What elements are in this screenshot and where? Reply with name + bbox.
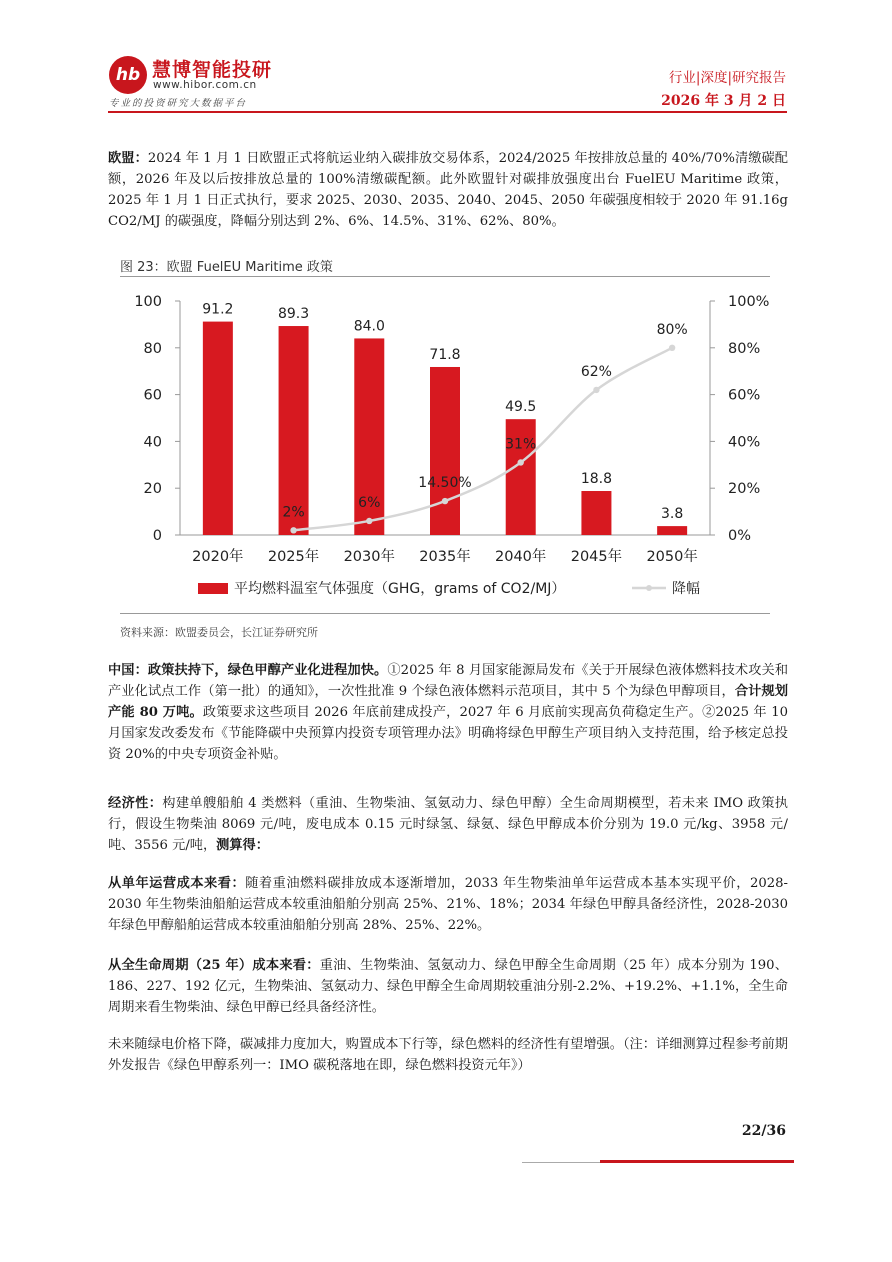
y-tick-label-left: 100: [134, 294, 162, 310]
logo-name: 慧博智能投研: [152, 59, 273, 81]
y-tick-label-left: 60: [143, 387, 162, 404]
y-tick-label-right: 60%: [728, 387, 761, 404]
paragraph-lead: 经济性：: [108, 796, 163, 811]
legend-swatch-bar: [198, 583, 228, 594]
paragraph-economics: [108, 793, 788, 856]
figure-source: 资料来源：欧盟委员会，长江证券研究所: [120, 626, 318, 639]
x-tick-label: 2050年: [646, 549, 698, 565]
line-value-label: 31%: [505, 436, 537, 453]
paragraph-lead: 从全生命周期（25 年）成本来看：: [108, 958, 320, 973]
paragraph-lead: 从单年运营成本来看：: [108, 876, 246, 891]
paragraph-outlook: [108, 1034, 788, 1076]
paragraph-lead: 欧盟：: [108, 151, 148, 166]
paragraph-text: 未来随绿电价格下降，碳减排力度加大，购置成本下行等，绿色燃料的经济性有望增强。（注：详细测算过程参考前期外发报告《绿色甲醇系列一：IMO 碳税落地在即，绿色燃料投资元年》）: [108, 1037, 788, 1073]
paragraph-text: ①2025 年 8 月国家能源局发布《关于开展绿色液体燃料技术攻关和产业化试点工作（第一批）的通知》，一次性批准 9 个绿色液体燃料示范项目，其中 5 个为绿色甲醇项目，: [108, 663, 789, 699]
paragraph-text: 重油、生物柴油、氢氨动力、绿色甲醇全生命周期（25 年）成本分别为 190、186、227、192 亿元，生物柴油、氢氨动力、绿色甲醇全生命周期较重油分别-2.2%、+19.2%、+1.1%，全生命周期来看生物柴油、绿色甲醇已经具备经济性。: [108, 958, 788, 1015]
y-tick-label-right: 80%: [728, 340, 761, 357]
paragraph-text: 2024 年 1 月 1 日欧盟正式将航运业纳入碳排放交易体系，2024/2025 年按排放总量的 40%/70%清缴碳配额，2026 年及以后按排放总量的 100%清缴碳配额。此外欧盟针对碳排放强度出台 FuelEU Maritime 政策，2025 年 1 月 1 日正式执行，要求 2025、2030、2035、2040、2045、2050 年碳强度相较于 2020 年 91.16g CO2/MJ 的碳强度，降幅分别达到 2%、6%、14.5%、31%、62%、80%。: [108, 151, 788, 229]
chart: [120, 277, 770, 611]
bar-value-label: 91.2: [202, 301, 234, 318]
paragraph-china: [108, 660, 788, 765]
reduction-line: [294, 348, 673, 531]
bar: [203, 322, 233, 535]
bar: [657, 526, 687, 535]
legend-swatch-marker: [646, 585, 652, 591]
paragraph-text: 随着重油燃料碳排放成本逐渐增加，2033 年生物柴油单年运营成本基本实现平价，2028-2030 年生物柴油船舶运营成本较重油船舶分别高 25%、21%、18%；2034 年绿色甲醇具备经济性，2028-2030 年绿色甲醇船舶运营成本较重油船舶分别高 28%、25%、22%。: [108, 876, 788, 933]
x-tick-label: 2030年: [343, 549, 395, 565]
legend-label: 平均燃料温室气体强度（GHG，grams of CO2/MJ）: [234, 581, 566, 597]
logo-mark: hb: [109, 56, 147, 94]
report-date: 2026 年 3 月 2 日: [661, 93, 786, 109]
line-point: [366, 518, 372, 524]
bar-value-label: 18.8: [580, 471, 613, 488]
x-tick-label: 2035年: [419, 549, 471, 565]
y-tick-label-left: 40: [143, 434, 162, 451]
footer-accent-bar: [600, 1160, 794, 1163]
paragraph-eu: [108, 148, 788, 232]
bar: [581, 491, 611, 535]
paragraph-emphasis: 合计规划产能 80 万吨。: [108, 684, 789, 720]
x-tick-label: 2020年: [192, 549, 244, 565]
logo-slogan: 专业的投资研究大数据平台: [109, 98, 248, 109]
line-point: [669, 345, 675, 351]
paragraph-text: 构建单艘船舶 4 类燃料（重油、生物柴油、氢氨动力、绿色甲醇）全生命周期模型，若未来 IMO 政策执行，假设生物柴油 8069 元/吨，废电成本 0.15 元时绿氢、绿氨、绿色甲醇成本价分别为 19.0 元/kg、3958 元/吨、3556 元/吨，: [108, 796, 788, 853]
paragraph-text: 政策要求这些项目 2026 年底前建成投产，2027 年 6 月底前实现高负荷稳定生产。②2025 年 10 月国家发改委发布《节能降碳中央预算内投资专项管理办法》明确将绿色甲醇生产项目纳入支持范围，给予核定总投资 20%的中央专项资金补贴。: [108, 705, 788, 762]
line-value-label: 62%: [580, 363, 612, 380]
bar-value-label: 71.8: [429, 346, 461, 363]
x-tick-label: 2045年: [570, 549, 623, 565]
x-tick-label: 2025年: [267, 549, 320, 565]
bar-value-label: 49.5: [505, 399, 537, 416]
logo-url: www.hibor.com.cn: [153, 79, 257, 91]
paragraph-lead: 中国：政策扶持下，绿色甲醇产业化进程加快。: [108, 663, 388, 678]
header-divider: [108, 111, 787, 113]
paragraph-emphasis: 测算得：: [216, 838, 269, 853]
y-tick-label-left: 20: [143, 481, 162, 498]
x-tick-label: 2040年: [495, 549, 547, 565]
page-number: 22/36: [741, 1123, 786, 1139]
legend-label: 降幅: [672, 581, 700, 597]
line-value-label: 80%: [656, 321, 688, 338]
bar: [430, 367, 460, 535]
bar-value-label: 84.0: [353, 318, 385, 335]
line-value-label: 2%: [282, 504, 305, 521]
y-tick-label-right: 0%: [728, 528, 752, 544]
paragraph-annual-cost: [108, 873, 788, 936]
report-type: 行业|深度|研究报告: [668, 70, 786, 86]
line-point: [290, 527, 296, 533]
line-point: [518, 459, 524, 465]
y-tick-label-right: 20%: [728, 481, 761, 498]
y-tick-label-right: 100%: [728, 294, 770, 310]
figure-caption: 图 23：欧盟 FuelEU Maritime 政策: [120, 260, 333, 275]
bar-value-label: 3.8: [661, 506, 684, 523]
line-point: [442, 498, 448, 504]
y-tick-label-left: 0: [152, 528, 162, 544]
bar-value-label: 89.3: [277, 306, 310, 323]
y-tick-label-right: 40%: [728, 434, 761, 451]
line-value-label: 14.50%: [418, 475, 472, 492]
paragraph-lifecycle: [108, 955, 788, 1018]
line-value-label: 6%: [358, 494, 381, 511]
y-tick-label-left: 80: [143, 340, 162, 357]
line-point: [593, 387, 599, 393]
